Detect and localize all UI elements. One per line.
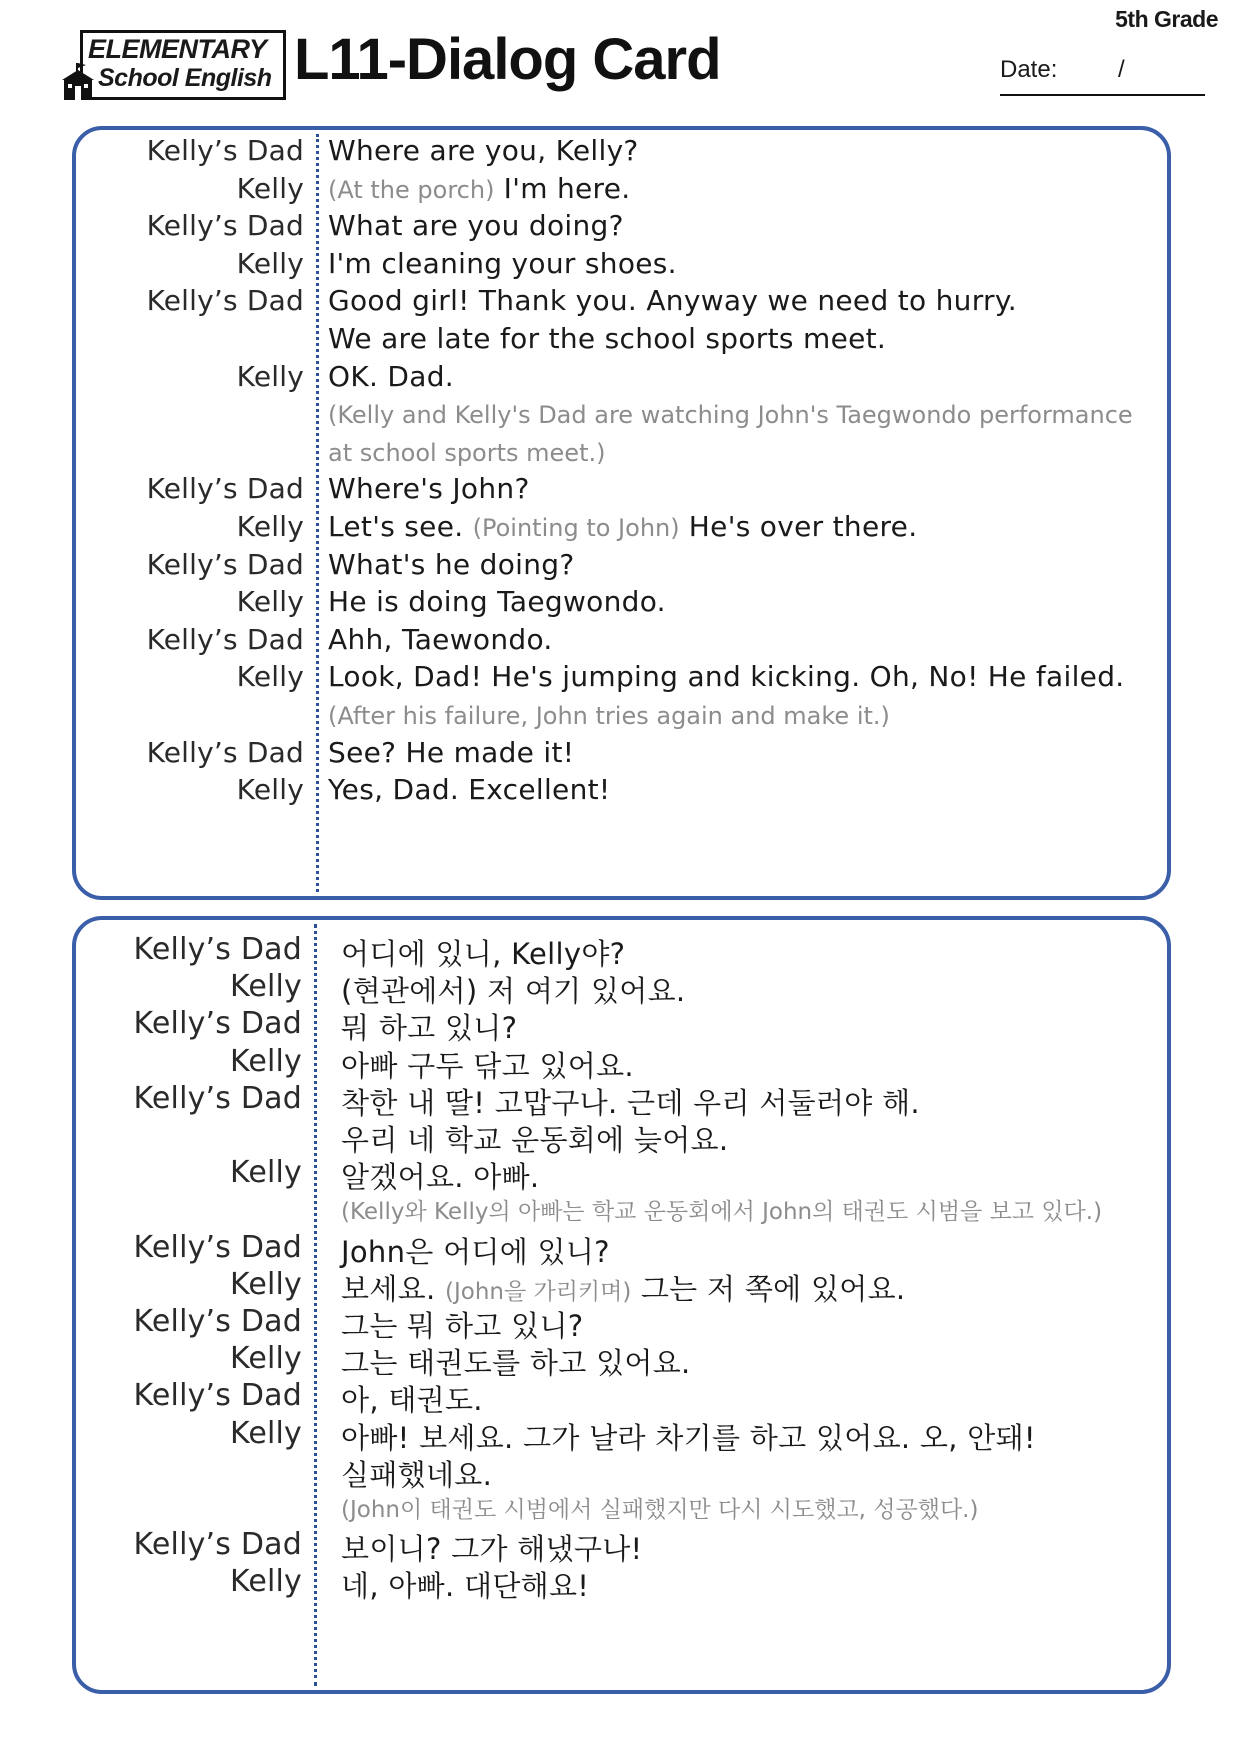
speaker-name: Kelly’s Dad	[146, 622, 304, 656]
spoken-text: OK. Dad.	[328, 359, 454, 393]
stage-direction: (After his failure, John tries again and make it.)	[328, 702, 890, 730]
dialog-text	[341, 1192, 1102, 1226]
speaker-name: Kelly’s Dad	[146, 547, 304, 581]
logo-text-elementary: ELEMENTARY	[88, 34, 267, 64]
speaker-name: Kelly	[229, 1043, 302, 1079]
school-logo	[58, 30, 288, 102]
spoken-text: See? He made it!	[328, 735, 575, 769]
stage-direction: (Kelly and Kelly's Dad are watching John's Taegwondo performance	[328, 401, 1133, 430]
dialog-text	[328, 736, 574, 769]
dialog-text	[328, 209, 624, 242]
dialog-text	[328, 660, 1124, 693]
date-slash: /	[1118, 56, 1125, 83]
stage-direction: (John을 가리키며)	[444, 1278, 632, 1305]
spoken-text: 그는 뭐 하고 있니?	[341, 1309, 584, 1343]
speaker-name: Kelly’s Dad	[146, 472, 304, 506]
logo-text-school-english: School English	[98, 64, 272, 92]
dialog-text	[341, 1118, 728, 1159]
stage-direction: at school sports meet.)	[328, 438, 606, 467]
speaker-name: Kelly	[236, 773, 304, 807]
speaker-name: Kelly	[229, 1341, 302, 1377]
dialog-text	[328, 623, 553, 656]
speaker-name: Kelly	[236, 510, 304, 543]
spoken-text: We are late for the school sports meet.	[328, 322, 887, 355]
speaker-name: Kelly’s Dad	[146, 735, 304, 769]
speaker-name: Kelly	[229, 1564, 302, 1600]
spoken-text: 그는 저 쪽에 있어요.	[631, 1271, 906, 1306]
stage-direction: (At the porch)	[328, 175, 495, 204]
spoken-text: I'm cleaning your shoes.	[328, 246, 677, 280]
dialog-text	[328, 397, 1133, 430]
dialog-text	[341, 1081, 920, 1122]
dialog-text	[328, 773, 610, 806]
date-label: Date:	[1000, 56, 1058, 83]
spoken-text: 착한 내 딸! 고맙구나. 근데 우리 서둘러야 해.	[341, 1085, 920, 1120]
spoken-text: 아빠 구두 닦고 있어요.	[341, 1048, 634, 1083]
speaker-name: Kelly	[229, 1155, 302, 1191]
dialog-text	[341, 1416, 1036, 1457]
column-divider	[316, 134, 319, 892]
dialog-text	[341, 969, 685, 1010]
dialog-text	[341, 1490, 978, 1524]
speaker-name: Kelly’s Dad	[146, 134, 304, 167]
dialog-text	[328, 247, 677, 280]
spoken-text: 그는 태권도를 하고 있어요.	[341, 1346, 691, 1381]
speaker-name: Kelly’s Dad	[133, 1080, 302, 1116]
spoken-text: Where's John?	[328, 472, 530, 506]
spoken-text: John은 어디에 있니?	[341, 1234, 610, 1269]
dialog-text	[341, 1527, 642, 1568]
spoken-text: 뭐 하고 있니?	[341, 1011, 518, 1046]
speaker-name: Kelly’s Dad	[133, 1527, 302, 1563]
speaker-name: Kelly	[236, 585, 304, 619]
speaker-name: Kelly’s Dad	[146, 209, 304, 243]
speaker-name: Kelly	[236, 171, 304, 205]
spoken-text: Let's see.	[328, 510, 473, 543]
english-dialog-card	[72, 126, 1171, 900]
speaker-name: Kelly	[229, 969, 302, 1005]
speaker-name: Kelly’s Dad	[133, 1006, 302, 1042]
dialog-text	[328, 172, 630, 205]
spoken-text: Look, Dad! He's jumping and kicking. Oh, No! He failed.	[328, 660, 1125, 694]
dialog-text	[328, 585, 666, 618]
spoken-text: 아, 태권도.	[341, 1383, 483, 1418]
dialog-text	[328, 134, 639, 167]
spoken-text: Ahh, Taewondo.	[328, 622, 553, 656]
dialog-text	[328, 322, 886, 355]
column-divider	[314, 924, 317, 1686]
spoken-text: 보이니? 그가 해냈구나!	[341, 1532, 643, 1567]
dialog-text	[341, 1378, 483, 1419]
spoken-text: 우리 네 학교 운동회에 늦어요.	[341, 1123, 729, 1157]
speaker-name: Kelly	[229, 1415, 302, 1451]
dialog-text	[341, 932, 625, 973]
stage-direction: (Kelly와 Kelly의 아빠는 학교 운동회에서 John의 태권도 시범을 보고 있다.)	[341, 1199, 1103, 1226]
dialog-text	[341, 1341, 691, 1382]
speaker-name: Kelly	[236, 246, 304, 280]
speaker-name: Kelly’s Dad	[133, 1229, 302, 1265]
speaker-name: Kelly	[236, 359, 304, 393]
spoken-text: What are you doing?	[328, 209, 624, 243]
speaker-name: Kelly’s Dad	[133, 1304, 302, 1339]
spoken-text: (현관에서) 저 여기 있어요.	[341, 974, 686, 1009]
school-building-icon	[58, 62, 98, 102]
stage-direction: (John이 태권도 시범에서 실패했지만 다시 시도했고, 성공했다.)	[341, 1497, 979, 1523]
spoken-text: 어디에 있니, Kelly야?	[341, 937, 626, 971]
dialog-text	[341, 1155, 539, 1196]
dialog-text	[328, 698, 890, 731]
stage-direction: (Pointing to John)	[472, 514, 680, 542]
dialog-text	[328, 360, 454, 393]
spoken-text: 보세요.	[341, 1271, 445, 1306]
speaker-name: Kelly’s Dad	[133, 932, 302, 967]
dialog-text	[328, 548, 575, 581]
spoken-text: What's he doing?	[328, 547, 575, 581]
dialog-text	[328, 510, 917, 543]
dialog-text	[341, 1304, 583, 1345]
korean-dialog-card	[72, 916, 1171, 1694]
dialog-text	[341, 1230, 610, 1271]
dialog-text	[341, 1267, 905, 1308]
dialog-text	[341, 1564, 589, 1605]
dialog-text	[328, 284, 1017, 317]
dialog-text	[328, 472, 530, 505]
speaker-name: Kelly	[229, 1266, 302, 1302]
spoken-text: He's over there.	[679, 510, 918, 543]
spoken-text: Where are you, Kelly?	[328, 134, 639, 167]
grade-label: 5th Grade	[1115, 6, 1218, 32]
speaker-name: Kelly’s Dad	[146, 284, 304, 318]
spoken-text: 아빠! 보세요. 그가 날라 차기를 하고 있어요. 오, 안돼!	[341, 1420, 1036, 1455]
spoken-text: Good girl! Thank you. Anyway we need to hurry.	[328, 284, 1017, 318]
spoken-text: I'm here.	[494, 171, 631, 205]
spoken-text: He is doing Taegwondo.	[328, 585, 666, 619]
spoken-text: Yes, Dad. Excellent!	[328, 773, 611, 807]
date-field[interactable]	[1000, 54, 1205, 96]
speaker-name: Kelly	[236, 660, 304, 694]
dialog-text	[328, 435, 605, 468]
dialog-text	[341, 1044, 634, 1085]
spoken-text: 알겠어요. 아빠.	[341, 1160, 540, 1195]
spoken-text: 실패했네요.	[341, 1457, 493, 1492]
dialog-text	[341, 1006, 517, 1047]
dialog-text	[341, 1453, 492, 1494]
speaker-name: Kelly’s Dad	[133, 1378, 302, 1414]
page-title: L11-Dialog Card	[294, 27, 721, 92]
spoken-text: 네, 아빠. 대단해요!	[341, 1569, 590, 1604]
